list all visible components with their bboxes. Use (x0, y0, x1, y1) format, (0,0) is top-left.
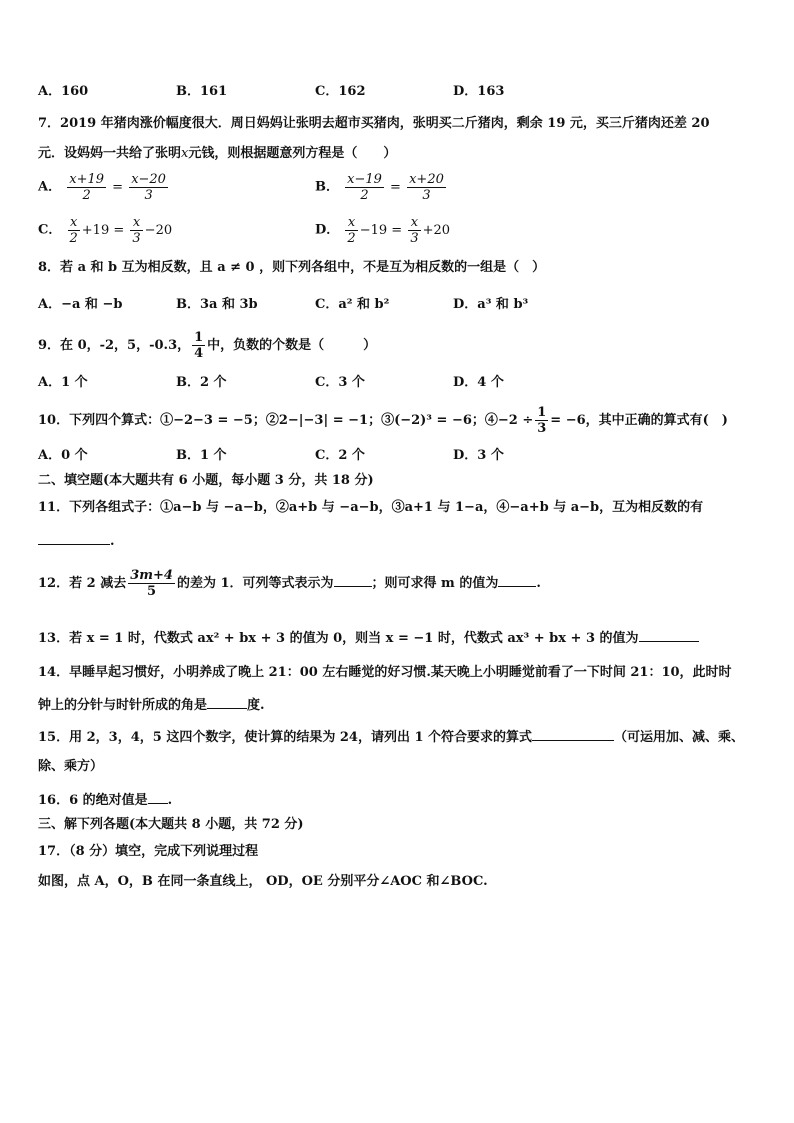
q17-stem-line1: 17．（8 分）填空，完成下列说理过程 (38, 844, 259, 859)
q6-option-a: A．160 (38, 84, 89, 99)
q9-option-b: B．2 个 (176, 375, 227, 390)
q9-option-d: D．4 个 (453, 375, 504, 390)
q10-stem: 10．下列四个算式：①−2−3 = −5；②2−|−3| = −1；③(−2)³ = −6；④−2 ÷ $\frac{1}{3}$ = −6，其中正确的算式有( ) (38, 405, 728, 436)
q8-option-c: C．a² 和 b² (315, 297, 390, 312)
q6-option-b: B．161 (176, 84, 228, 99)
q16-answer-blank[interactable] (148, 790, 168, 804)
q11-answer-blank[interactable] (38, 531, 110, 545)
section-2-heading: 二、填空题(本大题共有 6 小题，每小题 3 分，共 18 分) (38, 473, 374, 488)
q15-answer-blank[interactable] (532, 727, 614, 741)
q7-stem-line1: 7．2019 年猪肉涨价幅度很大．周日妈妈让张明去超市买猪肉，张明买二斤猪肉，剩余 19 元，买三斤猪肉还差 20 (38, 116, 710, 131)
q17-stem-line2: 如图，点 A，O，B 在同一条直线上， OD，OE 分别平分∠AOC 和∠BOC. (38, 874, 488, 889)
q8-option-a: A．−a 和 −b (38, 297, 123, 312)
q9-option-c: C．3 个 (315, 375, 365, 390)
q8-stem: 8．若 a 和 b 互为相反数，且 a ≠ 0 ，则下列各组中，不是互为相反数的一组是（ ） (38, 260, 546, 275)
q9-stem: 9．在 0，-2，5，-0.3， $\frac{1}{4}$ 中，负数的个数是（ ） (38, 330, 377, 361)
q6-option-d: D．163 (453, 84, 505, 99)
q10-option-d: D．3 个 (453, 448, 504, 463)
q9-option-a: A．1 个 (38, 375, 88, 390)
section-3-heading: 三、解下列各题(本大题共 8 小题，共 72 分) (38, 817, 304, 832)
q14-answer-blank[interactable] (207, 695, 247, 709)
q7-option-a: A． $\frac{x+19}{2}$ = $\frac{x-20}{3}$ (38, 172, 166, 203)
q7-stem-line2: 元．设妈妈一共给了张明x元钱，则根据题意列方程是（ ） (38, 146, 397, 161)
q12-equation-blank[interactable] (334, 573, 372, 587)
q11-answer-line: . (38, 531, 115, 551)
q7-option-c: C． $\frac{x}{2}$ +19 = $\frac{x}{3}$ −20 (38, 215, 173, 246)
q13-answer-blank[interactable] (639, 628, 699, 642)
q14-stem-line2: 钟上的分针与时针所成的角是 度. (38, 695, 265, 715)
q8-option-b: B．3a 和 3b (176, 297, 258, 312)
q10-option-b: B．1 个 (176, 448, 227, 463)
q16-stem: 16．6 的绝对值是 . (38, 790, 172, 810)
q15-stem-line1: 15．用 2，3，4，5 这四个数字，使计算的结果为 24，请列出 1 个符合要求的算式 （可运用加、减、乘、 (38, 727, 744, 747)
q10-option-a: A．0 个 (38, 448, 88, 463)
q11-stem: 11．下列各组式子：①a−b 与 −a−b，②a+b 与 −a−b，③a+1 与 1−a，④−a+b 与 a−b，互为相反数的有 (38, 500, 704, 515)
q7-option-b: B． $\frac{x-19}{2}$ = $\frac{x+20}{3}$ (315, 172, 444, 203)
q6-option-c: C．162 (315, 84, 366, 99)
q12-value-blank[interactable] (498, 573, 536, 587)
q13-stem: 13．若 x = 1 时，代数式 ax² + bx + 3 的值为 0，则当 x = −1 时，代数式 ax³ + bx + 3 的值为 (38, 628, 699, 648)
q14-stem-line1: 14．早睡早起习惯好，小明养成了晚上 21：00 左右睡觉的好习惯.某天晚上小明睡觉前看了一下时间 21：10，此时时 (38, 665, 732, 680)
q12-stem: 12．若 2 减去 $\frac{3m+4}{5}$ 的差为 1．可列等式表示为 ；则可求得 m 的值为 . (38, 568, 541, 599)
q15-stem-line2: 除、乘方） (38, 759, 104, 774)
q7-option-d: D． $\frac{x}{2}$ −19 = $\frac{x}{3}$ +20 (315, 215, 451, 246)
q10-option-c: C．2 个 (315, 448, 365, 463)
q8-option-d: D．a³ 和 b³ (453, 297, 529, 312)
